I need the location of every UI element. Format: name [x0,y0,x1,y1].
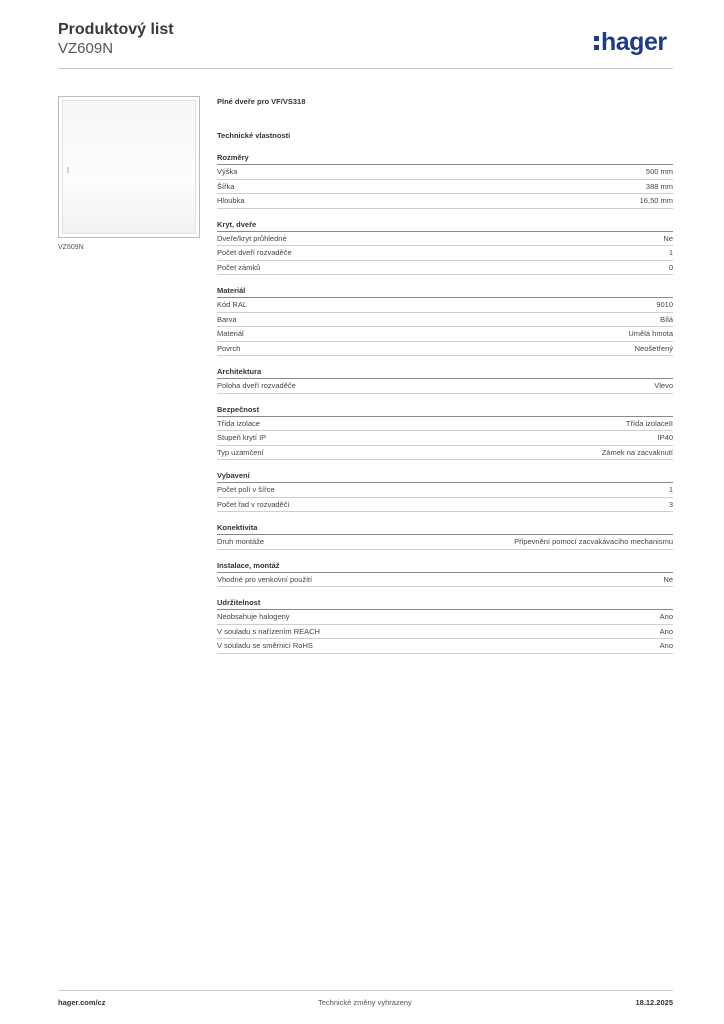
spec-row [217,417,673,432]
spec-row [217,327,673,342]
spec-label: Dveře/kryt průhledné [217,233,287,243]
footer-website: hager.com/cz [58,998,106,1007]
spec-label: Poloha dveří rozvaděče [217,381,296,390]
spec-row [217,261,673,276]
spec-value: Ano [659,641,673,650]
spec-value: 388 mm [645,181,673,191]
spec-value: Vlevo [654,381,673,390]
spec-label: Třída izolace [217,418,260,428]
spec-value: 16,50 mm [639,196,673,205]
spec-label: Hloubka [217,196,245,205]
spec-value: 1 [668,248,673,257]
spec-value: Ne [663,233,673,243]
footer-date: 18.12.2025 [635,998,673,1007]
spec-label: Kód RAL [217,300,248,309]
product-code: VZ609N [58,40,114,57]
spec-label: Počet zámků [217,262,261,272]
logo-colon-icon [594,33,599,51]
footer-notice: Technické změny vyhrazeny [318,998,412,1007]
spec-label: V souladu se směrnicí RoHS [217,641,313,650]
spec-value: Připevnění pomocí zacvakávacího mechanismu [514,537,673,546]
spec-section [217,470,673,512]
spec-section [217,597,673,654]
spec-row [217,342,673,357]
header-divider [58,68,673,69]
spec-value: Třída izolaceII [625,418,673,428]
spec-row [217,573,673,588]
spec-section [217,560,673,588]
spec-row [217,431,673,446]
spec-row [217,483,673,498]
spec-value: 9010 [656,300,673,309]
spec-section [217,219,673,276]
spec-row [217,446,673,461]
spec-label: Počet řad v rozvaděči [217,499,290,509]
spec-value: Ano [659,612,673,621]
spec-row [217,625,673,640]
section-heading: Rozměry [217,152,673,165]
page-title: Produktový list [58,21,174,38]
logo-text: hager [601,28,667,56]
spec-label: Stupeň krytí IP [217,433,267,442]
spec-row [217,165,673,180]
spec-value: Ano [659,626,673,636]
spec-sections [217,152,673,654]
spec-row [217,298,673,313]
spec-section [217,285,673,356]
spec-value: Ne [663,574,673,584]
spec-label: Šířka [217,181,235,191]
spec-value: Bílá [660,314,673,324]
product-title: Plné dveře pro VF/VS318 [217,97,306,106]
spec-row [217,498,673,513]
section-heading: Kryt, dveře [217,219,673,232]
spec-label: Typ uzamčení [217,447,264,457]
section-heading: Udržitelnost [217,597,673,610]
image-caption: VZ609N [58,244,84,251]
spec-row [217,180,673,195]
spec-value: IP40 [657,433,673,442]
spec-value: 1 [668,485,673,494]
spec-label: Druh montáže [217,537,265,546]
door-panel-illustration [62,100,196,234]
spec-row [217,232,673,247]
spec-section [217,404,673,461]
spec-label: Neobsahuje halogeny [217,612,290,621]
section-heading: Architektura [217,366,673,379]
spec-row [217,610,673,625]
door-latch-icon [67,167,69,173]
spec-label: V souladu s nařízením REACH [217,626,320,636]
spec-value: 3 [668,499,673,509]
spec-section [217,366,673,394]
footer-divider [58,990,673,991]
product-image [58,96,200,238]
spec-label: Počet dveří rozvaděče [217,248,292,257]
section-heading: Instalace, montáž [217,560,673,573]
spec-row [217,246,673,261]
spec-value: Neošetřený [634,343,673,353]
spec-value: Zámek na zacvaknutí [601,447,673,457]
section-heading: Vybavení [217,470,673,483]
spec-row [217,313,673,328]
spec-row [217,379,673,394]
hager-logo [594,28,667,57]
spec-label: Materiál [217,329,244,338]
spec-label: Výška [217,167,238,176]
spec-label: Povrch [217,343,241,353]
spec-value: Umělá hmota [628,329,673,338]
spec-row [217,535,673,550]
spec-row [217,639,673,654]
section-heading: Bezpečnost [217,404,673,417]
spec-label: Vhodné pro venkovní použití [217,574,313,584]
spec-content [217,96,673,654]
section-heading: Materiál [217,285,673,298]
spec-label: Barva [217,314,237,324]
spec-row [217,194,673,209]
spec-value: 0 [668,262,673,272]
spec-label: Počet polí v šířce [217,485,275,494]
spec-section [217,152,673,209]
section-heading: Konektivita [217,522,673,535]
spec-section [217,522,673,550]
spec-value: 500 mm [645,167,673,176]
spec-title: Technické vlastnosti [217,131,291,140]
